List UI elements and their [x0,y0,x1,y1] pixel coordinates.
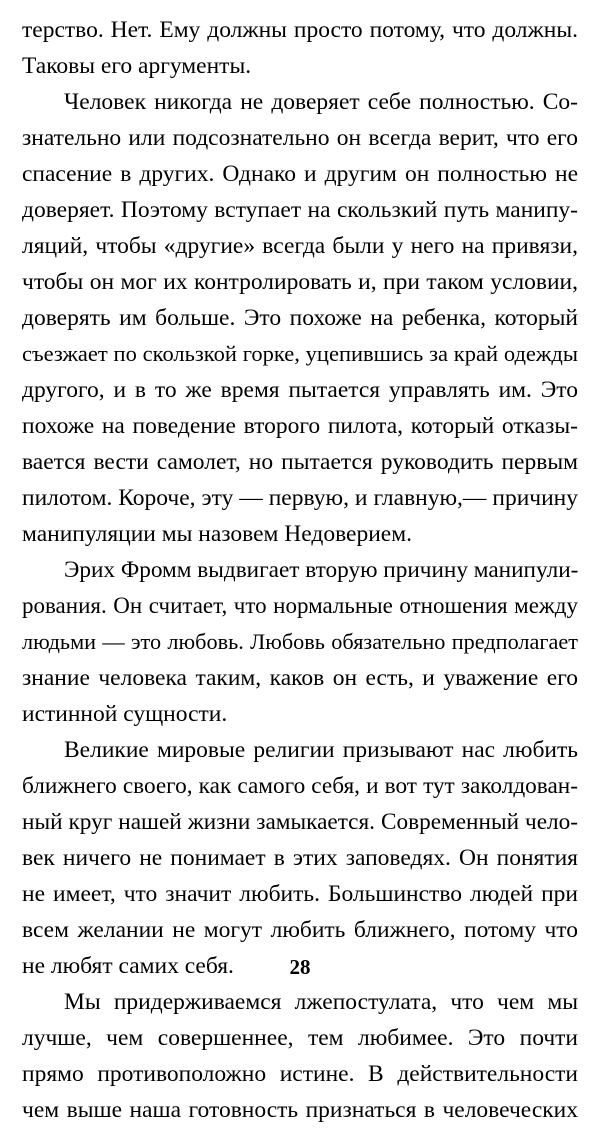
text-line: век ничего не понимает в этих заповедях. Он понятия [22,845,578,871]
text-line: рования. Он считает, что нормальные отношения между [22,593,578,618]
text-line: Эрих Фромм выдвигает вторую причину манипули- [64,557,579,583]
text-line: истинной сущности. [22,701,228,727]
text-line: Великие мировые религии призывают нас любить [64,737,578,763]
text-line: пилотом. Короче, эту — первую, и главную,— причину [22,485,578,511]
text-line: ный круг нашей жизни замыкается. Современный чело- [22,809,578,835]
text-line: людьми — это любовь. Любовь обязательно предполагает [22,629,578,654]
text-line: вается вести самолет, но пытается руководить первым [22,449,578,475]
text-line: Таковы его аргументы. [22,53,252,79]
text-line: спасение в других. Однако и другим он полностью не [22,161,578,187]
text-line: другого, и в то же время пытается управлять им. Это [22,377,578,403]
text-line: не любят самих себя. [22,953,234,979]
text-line: ближнего своего, как самого себя, и вот тут заколдован- [22,773,578,799]
text-line: чтобы он мог их контролировать и, при таком условии, [22,269,578,295]
text-line: доверять им больше. Это похоже на ребенка, который [22,305,578,331]
text-line: Мы придерживаемся лжепостулата, что чем мы [64,989,578,1015]
text-line: манипуляции мы назовем Недоверием. [22,521,412,547]
text-line: всем желании не могут любить ближнего, потому что [22,917,578,943]
text-line: знательно или подсознательно он всегда верит, что его [22,125,578,151]
page-number: 28 [289,955,311,979]
text-line: знание человека таким, каков он есть, и уважение его [22,665,578,691]
text-line: доверяет. Поэтому вступает на скользкий путь манипу- [22,197,578,223]
text-line: съезжает по скользкой горке, уцепившись за край одежды [22,341,578,366]
text-line: ляций, чтобы «другие» всегда были у него на привязи, [22,233,578,259]
text-line: похоже на поведение второго пилота, который отказы- [22,413,578,439]
text-line: терство. Нет. Ему должны просто потому, что должны. [22,17,578,43]
text-line: не имеет, что значит любить. Большинство людей при [22,881,578,907]
text-line: лучше, чем совершеннее, тем любимее. Это почти [22,1025,578,1051]
text-line: чем выше наша готовность признаться в человеческих [22,1097,578,1123]
text-line: прямо противоположно истине. В действительности [22,1061,578,1087]
text-line: Человек никогда не доверяет себе полностью. Со- [64,89,578,115]
